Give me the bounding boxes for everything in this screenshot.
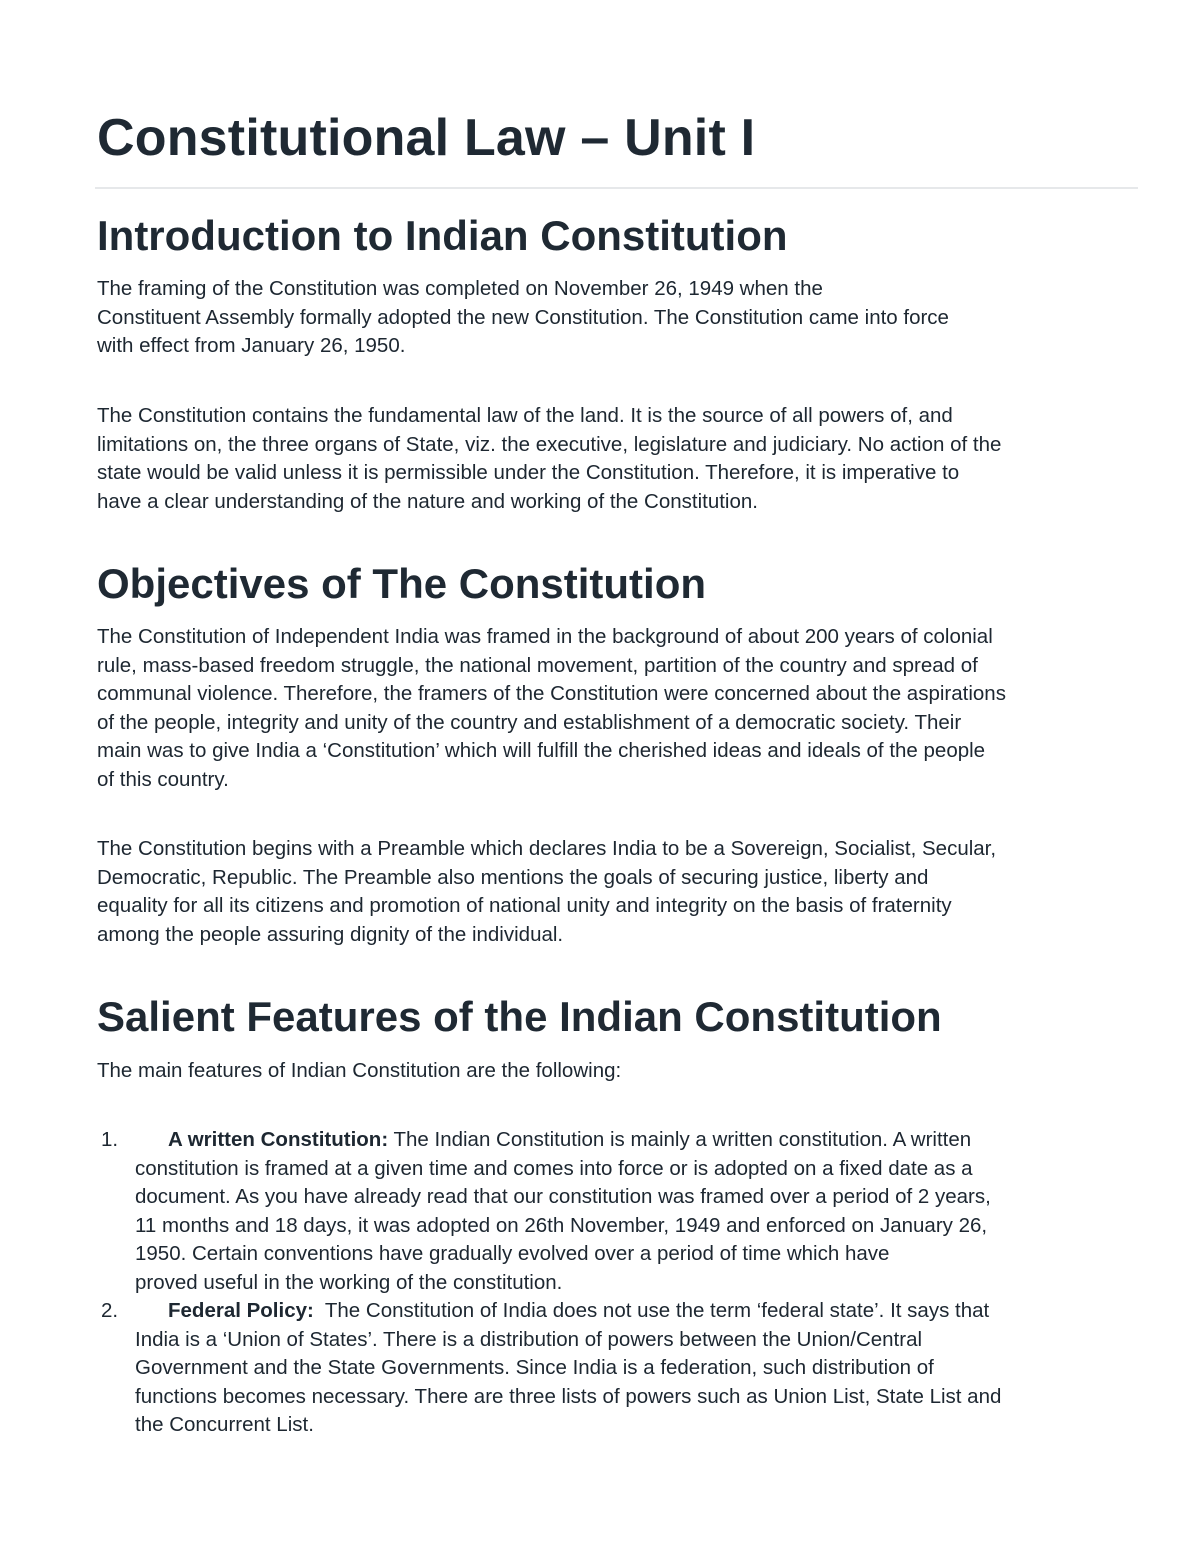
text-line: Democratic, Republic. The Preamble also mentions the goals of securing justice, liberty and <box>97 865 929 889</box>
text-line: of the people, integrity and unity of the country and establishment of a democratic society. Their <box>97 710 962 734</box>
text-line: equality for all its citizens and promotion of national unity and integrity on the basis of fraternity <box>97 894 952 917</box>
feature-text: The Constitution of India does not use the term ‘federal state’. It says that <box>313 1299 990 1322</box>
text-line: proved useful in the working of the constitution. <box>135 1270 563 1294</box>
text-line: 1950. Certain conventions have gradually evolved over a period of time which have <box>135 1242 890 1265</box>
document-title: Constitutional Law – Unit I <box>97 109 756 167</box>
intro-paragraph-2 <box>97 402 1142 516</box>
text-line: of this country. <box>97 767 229 791</box>
text-line <box>135 1297 1142 1326</box>
text-line: The Constitution contains the fundamental law of the land. It is the source of all powers of, and <box>97 404 953 427</box>
text-line: with effect from January 26, 1950. <box>97 334 406 357</box>
objectives-paragraph-2 <box>97 835 1142 949</box>
text-line: The main features of Indian Constitution are the following: <box>97 1059 622 1082</box>
text-line: The Constitution of Independent India was framed in the background of about 200 years of colonial <box>97 625 993 648</box>
text-line: document. As you have already read that our constitution was framed over a period of 2 years, <box>135 1185 991 1208</box>
objectives-paragraph-1 <box>97 623 1142 794</box>
text-line: The framing of the Constitution was completed on November 26, 1949 when the <box>97 277 823 300</box>
text-line: India is a ‘Union of States’. There is a distribution of powers between the Union/Central <box>135 1327 923 1351</box>
text-line: Constituent Assembly formally adopted the new Constitution. The Constitution came into force <box>97 305 949 329</box>
objectives-heading: Objectives of The Constitution <box>97 560 707 607</box>
text-line: have a clear understanding of the nature and working of the Constitution. <box>97 489 758 513</box>
title-divider <box>95 187 1138 189</box>
list-number: 1. <box>101 1128 119 1151</box>
features-heading: Salient Features of the Indian Constitution <box>97 993 942 1040</box>
text-line: among the people assuring dignity of the individual. <box>97 922 564 946</box>
feature-term: A written Constitution: <box>168 1128 389 1151</box>
intro-paragraph-1 <box>97 275 1142 361</box>
text-line: rule, mass-based freedom struggle, the national movement, partition of the country and spread of <box>97 653 978 677</box>
text-line: 11 months and 18 days, it was adopted on 26th November, 1949 and enforced on January 26, <box>135 1213 988 1237</box>
features-list <box>97 1126 1142 1440</box>
text-line: main was to give India a ‘Constitution’ which will fulfill the cherished ideas and ideals of the people <box>97 739 986 762</box>
text-line: The Constitution begins with a Preamble which declares India to be a Sovereign, Socialist, Secular, <box>97 837 997 860</box>
text-line: limitations on, the three organs of State, viz. the executive, legislature and judiciary. No action of the <box>97 432 1002 456</box>
list-item <box>97 1126 1142 1297</box>
feature-text: The Indian Constitution is mainly a written constitution. A written <box>388 1128 972 1151</box>
text-line: the Concurrent List. <box>135 1413 314 1436</box>
features-intro <box>97 1057 1142 1086</box>
list-number: 2. <box>101 1299 119 1322</box>
list-item <box>97 1297 1142 1440</box>
feature-term: Federal Policy: <box>168 1299 314 1322</box>
text-line <box>135 1126 1142 1155</box>
intro-heading: Introduction to Indian Constitution <box>97 212 788 259</box>
text-line: communal violence. Therefore, the framers of the Constitution were concerned about the aspirations <box>97 682 1006 705</box>
text-line: constitution is framed at a given time and comes into force or is adopted on a fixed date as a <box>135 1156 973 1180</box>
text-line: functions becomes necessary. There are three lists of powers such as Union List, State List and <box>135 1384 1002 1408</box>
text-line: Government and the State Governments. Since India is a federation, such distribution of <box>135 1356 934 1379</box>
text-line: state would be valid unless it is permissible under the Constitution. Therefore, it is imperative to <box>97 461 960 484</box>
